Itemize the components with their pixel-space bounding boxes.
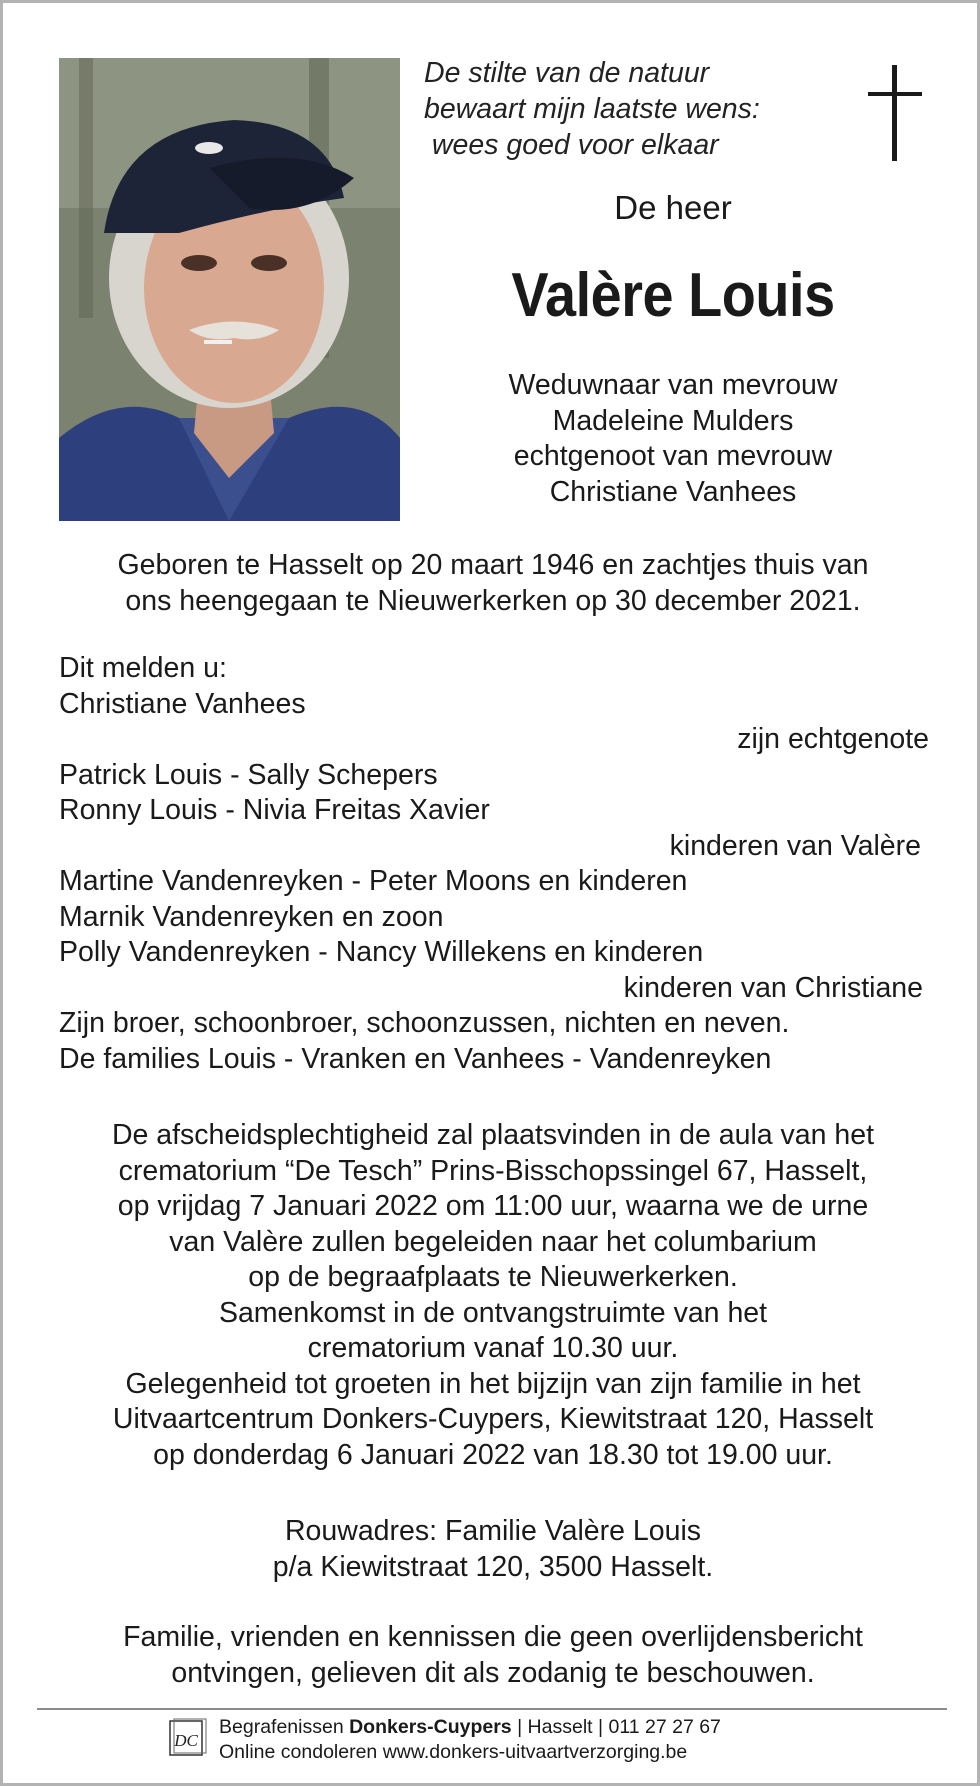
ceremony-line: van Valère zullen begeleiden naar het columbarium [169,1225,817,1258]
footer-condolence-link[interactable]: Online condoleren www.donkers-uitvaartverzorging.be [219,1741,688,1763]
birth-line: Geboren te Hasselt op 20 maart 1946 en zachtjes thuis van [117,549,869,581]
poem [424,55,814,163]
ceremony-line: Uitvaartcentrum Donkers-Cuypers, Kiewitstraat 120, Hasselt [112,1403,874,1435]
notice-line: Familie, vrienden en kennissen die geen overlijdensbericht [123,1621,863,1653]
ceremony-line: op de begraafplaats te Nieuwerkerken. [248,1261,738,1293]
spouse-line: Madeleine Mulders [552,404,794,437]
notice-line: ontvingen, gelieven dit als zodanig te beschouwen. [171,1656,815,1689]
ceremony-block [43,1118,943,1473]
family-member: Ronny Louis - Nivia Freitas Xavier [59,794,490,826]
family-member: Marnik Vandenreyken en zoon [59,900,444,933]
family-role: zijn echtgenote [737,723,929,755]
birth-line: ons heengegaan te Nieuwerkerken op 30 december 2021. [125,584,861,617]
spouse-line: echtgenoot van mevrouw [513,440,833,472]
birth-death-block [43,548,943,619]
footer-divider [37,1708,947,1710]
family-member: Patrick Louis - Sally Schepers [59,758,438,791]
footer-company: Donkers-Cuypers [349,1716,512,1738]
ceremony-line: Samenkomst in de ontvangstruimte van het [218,1296,768,1329]
family-role: kinderen van Christiane [623,971,923,1004]
portrait-photo [59,58,400,521]
family-list [59,651,929,1077]
family-member: Polly Vandenreyken - Nancy Willekens en kinderen [59,936,704,968]
mourning-address [43,1514,943,1585]
footer-contact: | Hasselt | 011 27 27 67 [511,1716,721,1738]
poem-line: bewaart mijn laatste wens: [424,93,760,125]
ceremony-line: op donderdag 6 Januari 2022 van 18.30 tot 19.00 uur. [153,1438,833,1471]
spouse-block [423,368,923,510]
ceremony-line: crematorium vanaf 10.30 uur. [307,1332,679,1364]
portrait-illustration [59,58,400,521]
footer [219,1715,721,1765]
ceremony-line: Gelegenheid tot groeten in het bijzijn van zijn familie in het [125,1367,861,1400]
address-line: p/a Kiewitstraat 120, 3500 Hasselt. [272,1550,714,1583]
donkers-cuypers-logo [166,1717,208,1759]
notice-block [43,1620,943,1691]
poem-line: De stilte van de natuur [424,57,710,89]
family-member: De families Louis - Vranken en Vanhees - Vandenreyken [59,1042,772,1075]
poem-line: wees goed voor elkaar [424,129,719,161]
spouse-line: Christiane Vanhees [549,475,797,508]
ceremony-line: De afscheidsplechtigheid zal plaatsvinden in de aula van het [111,1119,875,1151]
family-member: Martine Vandenreyken - Peter Moons en kinderen [59,865,688,897]
family-role: kinderen van Valère [669,829,921,862]
salutation: De heer [614,189,732,226]
spouse-line: Weduwnaar van mevrouw [508,369,838,401]
ceremony-line: crematorium “De Tesch” Prins-Bisschopssingel 67, Hasselt, [118,1154,868,1187]
ceremony-line: op vrijdag 7 Januari 2022 om 11:00 uur, waarna we de urne [117,1190,869,1222]
address-line: Rouwadres: Familie Valère Louis [284,1515,702,1547]
footer-prefix: Begrafenissen [219,1716,350,1738]
logo-text: DC [174,1731,198,1750]
deceased-name: Valère Louis [511,261,835,330]
family-member: Christiane Vanhees [59,687,306,720]
footer-line-1 [219,1715,721,1740]
family-member: Zijn broer, schoonbroer, schoonzussen, nichten en neven. [59,1007,790,1039]
family-intro: Dit melden u: [59,652,227,684]
cross-icon [866,63,924,163]
